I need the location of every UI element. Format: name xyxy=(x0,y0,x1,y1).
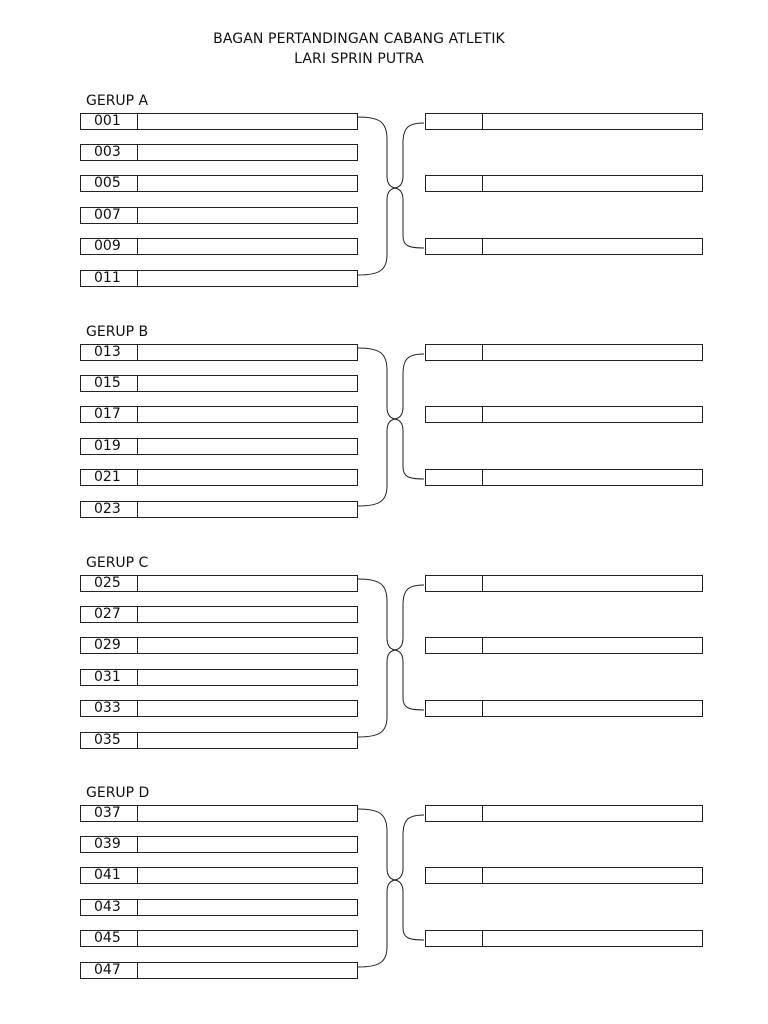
participant-number: 027 xyxy=(81,607,138,622)
participant-number: 001 xyxy=(81,114,138,129)
participant-number: 029 xyxy=(81,638,138,653)
group-label: GERUP C xyxy=(86,555,149,571)
participant-number: 023 xyxy=(81,502,138,517)
participant-number: 015 xyxy=(81,376,138,391)
participant-number: 021 xyxy=(81,470,138,485)
participant-number: 017 xyxy=(81,407,138,422)
participant-number: 035 xyxy=(81,733,138,748)
participant-number: 047 xyxy=(81,963,138,978)
participant-number: 013 xyxy=(81,345,138,360)
participant-number: 045 xyxy=(81,931,138,946)
group-label: GERUP A xyxy=(86,93,149,109)
participant-number: 007 xyxy=(81,208,138,223)
participant-number: 005 xyxy=(81,176,138,191)
left-bracket xyxy=(358,809,397,967)
participant-number: 033 xyxy=(81,701,138,716)
document-subtitle: LARI SPRIN PUTRA xyxy=(294,51,424,67)
participant-number: 003 xyxy=(81,145,138,160)
participant-number: 011 xyxy=(81,271,138,286)
participant-number: 019 xyxy=(81,439,138,454)
participant-number: 043 xyxy=(81,900,138,915)
participant-number: 031 xyxy=(81,670,138,685)
participant-number: 039 xyxy=(81,837,138,852)
participant-number: 037 xyxy=(81,806,138,821)
document-title: BAGAN PERTANDINGAN CABANG ATLETIK xyxy=(213,31,505,47)
participant-number: 041 xyxy=(81,868,138,883)
group-label: GERUP D xyxy=(86,785,150,801)
participant-number: 009 xyxy=(81,239,138,254)
participant-number: 025 xyxy=(81,576,138,591)
right-bracket xyxy=(393,815,424,940)
group-label: GERUP B xyxy=(86,324,149,340)
